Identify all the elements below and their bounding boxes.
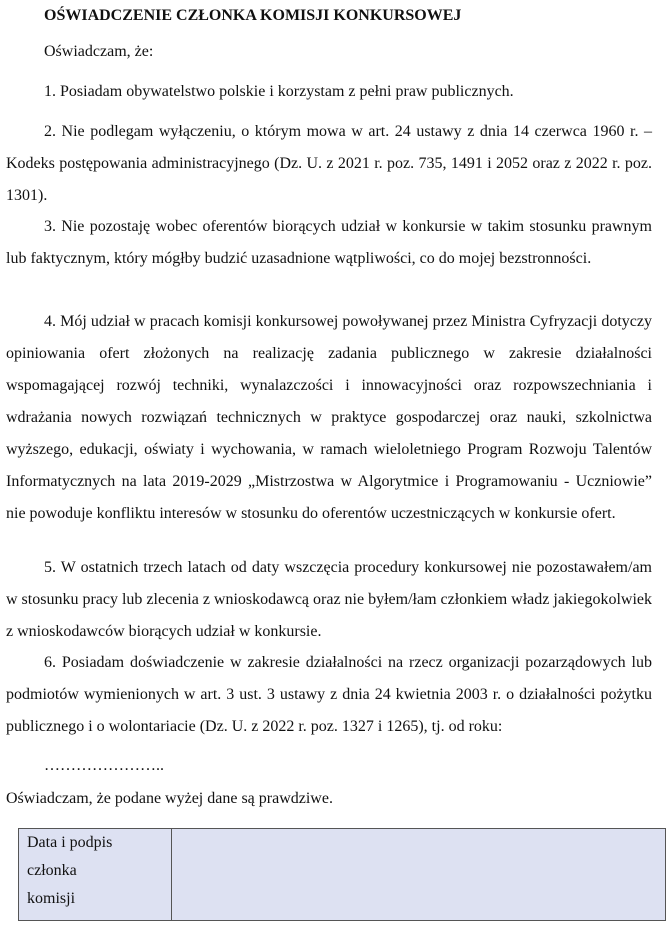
- intro-line: Oświadczam, że:: [44, 43, 154, 60]
- signature-field[interactable]: [172, 829, 666, 921]
- paragraph-2: 2. Nie podlegam wyłączeniu, o którym mowa w art. 24 ustawy z dnia 14 czerwca 1960 r. – Kodeks postępowania administracyjnego (Dz. U. z 2021 r. poz. 735, 1491 i 2052 oraz z 2022 r. poz. 1301).: [6, 123, 652, 204]
- paragraph-1: 1. Posiadam obywatelstwo polskie i korzystam z pełni praw publicznych.: [44, 83, 514, 100]
- final-statement: Oświadczam, że podane wyżej dane są prawdziwe.: [6, 790, 333, 807]
- signature-label-line-1: Data i podpis: [27, 834, 113, 851]
- signature-label-line-3: komisji: [27, 890, 76, 907]
- paragraph-3: 3. Nie pozostaję wobec oferentów biorących udział w konkursie w takim stosunku prawnym lub faktycznym, który mógłby budzić uzasadnione wątpliwości, co do mojej bezstronności.: [6, 218, 652, 267]
- document-title: OŚWIADCZENIE CZŁONKA KOMISJI KONKURSOWEJ: [44, 7, 462, 24]
- signature-table: [18, 828, 666, 921]
- paragraph-6: 6. Posiadam doświadczenie w zakresie działalności na rzecz organizacji pozarządowych lub podmiotów wymienionych w art. 3 ust. 3 ustawy z dnia 24 kwietnia 2003 r. o działalności pożytku publicznego i o wolontariacie (Dz. U. z 2022 r. poz. 1327 i 1265), tj. od roku:: [6, 654, 652, 735]
- signature-label-line-2: członka: [27, 862, 77, 879]
- signature-row: [19, 829, 666, 921]
- signature-label-cell: [19, 829, 172, 921]
- year-placeholder-dots: …………………..: [44, 757, 164, 774]
- paragraph-5: 5. W ostatnich trzech latach od daty wszczęcia procedury konkursowej nie pozostawałem/am w stosunku pracy lub zlecenia z wnioskodawcą oraz nie byłem/łam członkiem władz jakiegokolwiek z wnioskodawców biorących udział w konkursie.: [6, 559, 653, 640]
- paragraph-4: 4. Mój udział w pracach komisji konkursowej powoływanej przez Ministra Cyfryzacji dotyczy opiniowania ofert złożonych na realizację zadania publicznego w zakresie działalności wspomagającej rozwój techniki, wynalazczości i innowacyjności oraz rozpowszechniania i wdrażania nowych rozwiązań technicznych w praktyce gospodarczej oraz nauki, szkolnictwa wyższego, edukacji, oświaty i wychowania, w ramach wieloletniego Program Rozwoju Talentów Informatycznych na lata 2019-2029 „Mistrzostwa w Algorytmice i Programowaniu - Uczniowie” nie powoduje konfliktu interesów w stosunku do oferentów uczestniczących w konkursie ofert.: [6, 313, 652, 522]
